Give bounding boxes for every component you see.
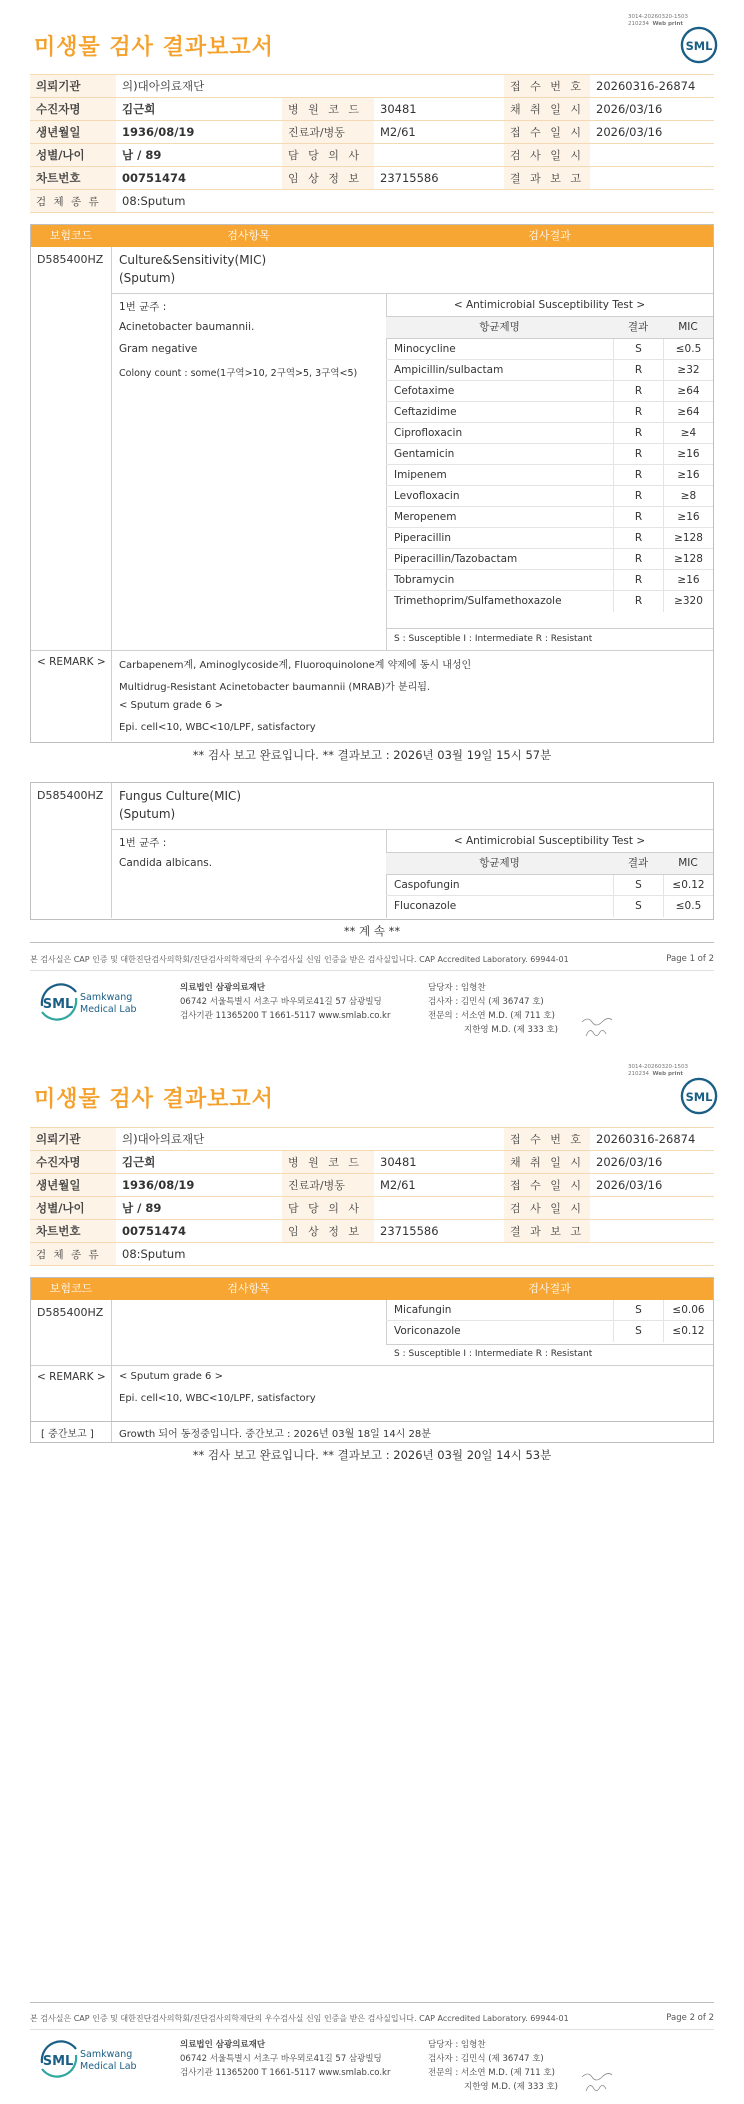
drug-result: R: [613, 507, 663, 528]
col-result: 결과: [627, 857, 649, 869]
ast-row: [386, 486, 713, 507]
drug-name: Piperacillin/Tazobactam: [394, 553, 518, 565]
manager: 임형찬: [460, 983, 486, 993]
lab-registration: 검사기관 11365200 T 1661-5117 www.smlab.co.kr: [180, 1011, 391, 1021]
print-stamp: [628, 14, 688, 28]
doctor-label: 담 당 의 사: [282, 144, 374, 167]
lab-name-en: Medical Lab: [80, 2061, 137, 2072]
birth-label: 생년월일: [30, 121, 116, 144]
receipt-date: 2026/03/16: [590, 1174, 714, 1197]
samkwang-logo-icon: [36, 978, 137, 1026]
birth: 1936/08/19: [116, 1174, 282, 1197]
collection-date-label: 채 취 일 시: [504, 98, 590, 121]
remark-line: < Sputum grade 6 >: [119, 700, 223, 711]
drug-name: Micafungin: [394, 1304, 452, 1316]
ast-header: [386, 853, 713, 874]
ast-row: [386, 402, 713, 423]
patient-name: 김근희: [116, 98, 282, 121]
sml-logo-text: SML: [42, 2054, 74, 2069]
cap-note: 본 검사실은 CAP 인증 및 대한진단검사의학회/진단검사의학재단의 우수검사실 신임 인증을 받은 검사실입니다. CAP Accredited Laboratory. 69944-01: [30, 2014, 569, 2023]
test-specimen: (Sputum): [119, 271, 176, 285]
col-mic: MIC: [678, 857, 698, 869]
sex-age-label: 성별/나이: [30, 144, 116, 167]
report-title: 미생물 검사 결과보고서: [34, 35, 274, 60]
drug-result: S: [613, 339, 663, 360]
dept-label: 진료과/병동: [282, 1174, 374, 1197]
patient-name-label: 수진자명: [30, 1151, 116, 1174]
test-specimen: (Sputum): [119, 807, 176, 821]
collection-date: 2026/03/16: [590, 98, 714, 121]
lab-name: 의료법인 삼광의료재단: [180, 2040, 266, 2050]
drug-name: Fluconazole: [394, 900, 457, 912]
drug-name: Ciprofloxacin: [394, 427, 463, 439]
tester-label: 검사자 :: [428, 2054, 459, 2064]
requesting-org: 의)대아의료재단: [116, 75, 504, 98]
stamp-line: 3014-20260320-1503: [628, 14, 688, 20]
collection-date-label: 채 취 일 시: [504, 1151, 590, 1174]
ast-row: [386, 381, 713, 402]
remark-label: < REMARK >: [37, 1371, 106, 1383]
receipt-date-label: 접 수 일 시: [504, 1174, 590, 1197]
table-header: [31, 1278, 713, 1300]
tester: 김민식 (제 36747 호): [460, 2054, 544, 2064]
ast-row: [386, 444, 713, 465]
remark-line: Epi. cell<10, WBC<10/LPF, satisfactory: [119, 722, 316, 733]
drug-result: R: [613, 444, 663, 465]
drug-result: R: [613, 465, 663, 486]
remark-line: Multidrug-Resistant Acinetobacter baumannii (MRAB)가 분리됨.: [119, 682, 431, 693]
header-item: 검사항목: [227, 1282, 270, 1295]
ast-row: [386, 339, 713, 360]
requesting-org-label: 의뢰기관: [30, 1128, 116, 1151]
drug-result: S: [613, 1300, 663, 1321]
organism-number: 1번 균주 :: [119, 837, 167, 849]
birth-label: 생년월일: [30, 1174, 116, 1197]
remark-line: Carbapenem계, Aminoglycoside계, Fluoroquinolone계 약제에 동시 내성인: [119, 660, 472, 671]
tester: 김민식 (제 36747 호): [460, 997, 544, 1007]
clinical-info: 23715586: [374, 167, 504, 190]
clinical-info: 23715586: [374, 1220, 504, 1243]
chart-label: 차트번호: [30, 1220, 116, 1243]
drug-mic: ≤0.12: [663, 875, 713, 896]
sml-logo-icon: [680, 1077, 718, 1115]
specimen-label: 검 체 종 류: [30, 190, 116, 213]
fungus-section-continued: [30, 1277, 714, 1424]
drug-name: Meropenem: [394, 511, 457, 523]
test-date: [590, 144, 714, 167]
drug-name: Tobramycin: [394, 574, 455, 586]
web-print-label: Web print: [652, 21, 684, 27]
drug-mic: ≥64: [663, 381, 713, 402]
lab-name: 의료법인 삼광의료재단: [180, 983, 266, 993]
receipt-date: 2026/03/16: [590, 121, 714, 144]
table-header: [31, 225, 713, 247]
ast-row: [386, 360, 713, 381]
requesting-org-label: 의뢰기관: [30, 75, 116, 98]
ast-row: [386, 570, 713, 591]
fungus-section: [30, 782, 714, 920]
chart-number: 00751474: [116, 167, 282, 190]
sex-age-label: 성별/나이: [30, 1197, 116, 1220]
ast-row: [386, 875, 713, 896]
lab-address: 06742 서울특별시 서초구 바우뫼로41길 57 삼광빌딩: [180, 2054, 382, 2064]
drug-mic: ≥64: [663, 402, 713, 423]
drug-result: S: [613, 896, 663, 917]
page-number: Page 1 of 2: [666, 954, 714, 964]
specialist: 지한영 M.D. (제 333 호): [464, 1025, 559, 1035]
lab-name-en: Samkwang: [80, 2049, 133, 2060]
report-page-1: [0, 0, 744, 1000]
patient-name: 김근희: [116, 1151, 282, 1174]
drug-name: Gentamicin: [394, 448, 455, 460]
clinical-label: 임 상 정 보: [282, 167, 374, 190]
drug-mic: ≤0.5: [663, 896, 713, 917]
drug-result: R: [613, 381, 663, 402]
drug-result: R: [613, 591, 663, 612]
drug-mic: ≥16: [663, 570, 713, 591]
samkwang-logo-icon: [36, 2035, 137, 2083]
insurance-code: D585400HZ: [37, 1306, 104, 1319]
dept: M2/61: [374, 121, 504, 144]
test-name: Culture&Sensitivity(MIC): [119, 253, 267, 267]
specimen-label: 검 체 종 류: [30, 1243, 116, 1266]
sml-logo-text: SML: [42, 997, 74, 1012]
ast-title: < Antimicrobial Susceptibility Test >: [453, 835, 646, 847]
drug-name: Ceftazidime: [394, 406, 457, 418]
ast-legend: S : Susceptible I : Intermediate R : Resistant: [394, 1349, 593, 1359]
signature-icon: [578, 1012, 618, 1042]
drug-name: Trimethoprim/Sulfamethoxazole: [394, 595, 562, 607]
lab-info: [180, 981, 390, 1023]
drug-result: R: [613, 570, 663, 591]
receipt-no: 20260316-26874: [590, 1128, 714, 1151]
lab-address: 06742 서울특별시 서초구 바우뫼로41길 57 삼광빌딩: [180, 997, 382, 1007]
ast-title: < Antimicrobial Susceptibility Test >: [453, 299, 646, 311]
dept: M2/61: [374, 1174, 504, 1197]
web-print-label: Web print: [652, 1071, 684, 1077]
ast-row: [386, 896, 713, 917]
drug-name: Voriconazole: [394, 1325, 461, 1337]
interim-text: Growth 되어 동정중입니다. 중간보고 : 2026년 03월 18일 14시 28분: [119, 1429, 431, 1440]
specimen: 08:Sputum: [116, 1243, 714, 1266]
ast-table: [386, 339, 713, 612]
manager-label: 담당자 :: [428, 983, 459, 993]
lab-info: [180, 2038, 390, 2080]
report-title: 미생물 검사 결과보고서: [34, 1087, 274, 1112]
hospital-code-label: 병 원 코 드: [282, 98, 374, 121]
header-item: 검사항목: [227, 229, 270, 242]
stamp-line: 210234: [628, 21, 650, 27]
hospital-code-label: 병 원 코 드: [282, 1151, 374, 1174]
stamp-line: 3014-20260320-1503: [628, 1064, 688, 1070]
organism-number: 1번 균주 :: [119, 301, 167, 313]
drug-result: R: [613, 402, 663, 423]
sex-age: 남 / 89: [116, 144, 282, 167]
dept-label: 진료과/병동: [282, 121, 374, 144]
lab-name-en: Samkwang: [80, 992, 133, 1003]
receipt-date-label: 접 수 일 시: [504, 121, 590, 144]
drug-result: R: [613, 528, 663, 549]
drug-name: Levofloxacin: [394, 490, 460, 502]
drug-mic: ≤0.06: [663, 1300, 713, 1321]
drug-mic: ≥320: [663, 591, 713, 612]
col-result: 결과: [627, 321, 649, 333]
colony-count: Colony count : some(1구역>10, 2구역>5, 3구역<5): [119, 368, 358, 379]
patient-info: [30, 74, 714, 213]
specialist: 서소연 M.D. (제 711 호): [460, 1011, 555, 1021]
patient-info: [30, 1127, 714, 1266]
drug-mic: ≥4: [663, 423, 713, 444]
report-complete: ** 검사 보고 완료입니다. ** 결과보고 : 2026년 03월 20일 14시 53분: [192, 1448, 552, 1462]
specialist: 서소연 M.D. (제 711 호): [460, 2068, 555, 2078]
sml-logo-icon: [680, 26, 718, 64]
collection-date: 2026/03/16: [590, 1151, 714, 1174]
receipt-no-label: 접 수 번 호: [504, 75, 590, 98]
birth: 1936/08/19: [116, 121, 282, 144]
drug-mic: ≥16: [663, 465, 713, 486]
lab-name-en: Medical Lab: [80, 1004, 137, 1015]
result-report: [590, 1220, 714, 1243]
drug-mic: ≥32: [663, 360, 713, 381]
specimen: 08:Sputum: [116, 190, 714, 213]
tester-label: 검사자 :: [428, 997, 459, 1007]
insurance-code: D585400HZ: [37, 253, 104, 266]
sml-logo-text: SML: [685, 1089, 713, 1104]
lab-registration: 검사기관 11365200 T 1661-5117 www.smlab.co.kr: [180, 2068, 391, 2078]
interim-report: [30, 1421, 714, 1443]
doctor: [374, 1197, 504, 1220]
report-complete: ** 검사 보고 완료입니다. ** 결과보고 : 2026년 03월 19일 15시 57분: [192, 748, 552, 762]
ast-row: [386, 549, 713, 570]
drug-mic: ≥16: [663, 507, 713, 528]
ast-legend: S : Susceptible I : Intermediate R : Resistant: [394, 634, 593, 644]
header-result: 검사결과: [528, 229, 571, 242]
ast-row: [386, 465, 713, 486]
ast-row: [386, 423, 713, 444]
test-date-label: 검 사 일 시: [504, 1197, 590, 1220]
ast-table: [386, 875, 713, 917]
drug-result: R: [613, 423, 663, 444]
col-drug: 항균제명: [479, 857, 520, 869]
drug-result: S: [613, 1321, 663, 1342]
signature-icon: [578, 2067, 618, 2097]
organism-name: Candida albicans.: [119, 857, 213, 869]
requesting-org: 의)대아의료재단: [116, 1128, 504, 1151]
continued-label: ** 계 속 **: [343, 924, 401, 938]
drug-name: Cefotaxime: [394, 385, 455, 397]
ast-row: [386, 528, 713, 549]
report-page-2: [0, 1055, 744, 2104]
organism-name: Acinetobacter baumannii.: [119, 321, 255, 333]
header-code: 보험코드: [49, 229, 93, 242]
result-report-label: 결 과 보 고: [504, 1220, 590, 1243]
interim-label: [ 중간보고 ]: [41, 1429, 94, 1440]
signatories: [428, 2038, 558, 2094]
insurance-code: D585400HZ: [37, 789, 104, 802]
cap-note: 본 검사실은 CAP 인증 및 대한진단검사의학회/진단검사의학재단의 우수검사실 신임 인증을 받은 검사실입니다. CAP Accredited Laboratory. 69944-01: [30, 955, 569, 964]
drug-result: R: [613, 486, 663, 507]
drug-name: Caspofungin: [394, 879, 460, 891]
drug-name: Piperacillin: [394, 532, 451, 544]
test-date-label: 검 사 일 시: [504, 144, 590, 167]
remark-line: < Sputum grade 6 >: [119, 1371, 223, 1382]
signatories: [428, 981, 558, 1037]
receipt-no: 20260316-26874: [590, 75, 714, 98]
test-name: Fungus Culture(MIC): [119, 789, 242, 803]
hospital-code: 30481: [374, 98, 504, 121]
receipt-no-label: 접 수 번 호: [504, 1128, 590, 1151]
remark-label: < REMARK >: [37, 656, 106, 668]
drug-result: R: [613, 549, 663, 570]
specialist-label: 전문의 :: [428, 2068, 459, 2078]
result-report-label: 결 과 보 고: [504, 167, 590, 190]
result-report: [590, 167, 714, 190]
drug-result: S: [613, 875, 663, 896]
print-stamp: [628, 1064, 688, 1078]
culture-section: [30, 224, 714, 743]
hospital-code: 30481: [374, 1151, 504, 1174]
col-drug: 항균제명: [479, 321, 520, 333]
drug-name: Ampicillin/sulbactam: [394, 364, 504, 376]
drug-result: R: [613, 360, 663, 381]
manager-label: 담당자 :: [428, 2040, 459, 2050]
chart-label: 차트번호: [30, 167, 116, 190]
drug-name: Minocycline: [394, 343, 456, 355]
drug-mic: ≥16: [663, 444, 713, 465]
ast-row: [386, 1300, 713, 1321]
doctor-label: 담 당 의 사: [282, 1197, 374, 1220]
col-mic: MIC: [678, 321, 698, 333]
manager: 임형찬: [460, 2040, 486, 2050]
sml-logo-text: SML: [685, 38, 713, 53]
chart-number: 00751474: [116, 1220, 282, 1243]
sex-age: 남 / 89: [116, 1197, 282, 1220]
drug-mic: ≤0.12: [663, 1321, 713, 1342]
drug-mic: ≥128: [663, 528, 713, 549]
specialist: 지한영 M.D. (제 333 호): [464, 2082, 559, 2092]
stamp-line: 210234: [628, 1071, 650, 1077]
header-code: 보험코드: [49, 1282, 93, 1295]
clinical-label: 임 상 정 보: [282, 1220, 374, 1243]
ast-row: [386, 591, 713, 612]
doctor: [374, 144, 504, 167]
gram-stain: Gram negative: [119, 343, 198, 355]
remark-line: Epi. cell<10, WBC<10/LPF, satisfactory: [119, 1393, 316, 1404]
drug-mic: ≥8: [663, 486, 713, 507]
ast-row: [386, 507, 713, 528]
ast-row: [386, 1321, 713, 1342]
ast-header: [386, 317, 713, 338]
ast-table: [386, 1300, 713, 1342]
page-number: Page 2 of 2: [666, 2013, 714, 2023]
patient-name-label: 수진자명: [30, 98, 116, 121]
drug-name: Imipenem: [394, 469, 447, 481]
drug-mic: ≥128: [663, 549, 713, 570]
test-date: [590, 1197, 714, 1220]
header-result: 검사결과: [528, 1282, 571, 1295]
drug-mic: ≤0.5: [663, 339, 713, 360]
specialist-label: 전문의 :: [428, 1011, 459, 1021]
